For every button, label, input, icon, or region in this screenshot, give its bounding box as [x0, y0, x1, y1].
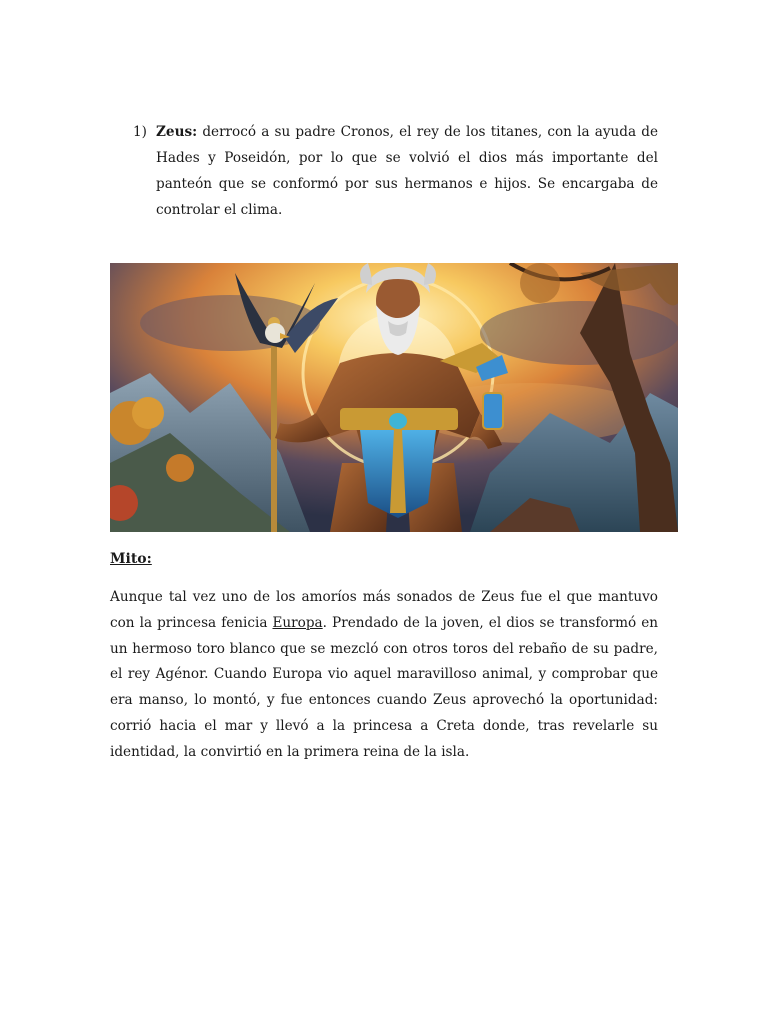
zeus-illustration [110, 263, 678, 532]
list-item-term: Zeus: [156, 124, 198, 140]
section-heading: Mito: [110, 551, 152, 567]
numbered-list-item [110, 119, 658, 223]
list-number: 1) [133, 124, 147, 140]
list-item-description: derrocó a su padre Cronos, el rey de los titanes, con la ayuda de Hades y Poseidón, por lo que se volvió el dios más importante del panteón que se conformó por sus hermanos e hijos. Se encargaba de controlar el clima. [156, 124, 658, 218]
body-paragraph [110, 585, 658, 766]
paragraph-text-after-link: . Prendado de la joven, el dios se transformó en un hermoso toro blanco que se mezcló con otros toros del rebaño de su padre, el rey Agénor. Cuando Europa vio aquel maravilloso animal, y comprobar que era manso, lo montó, y fue entonces cuando Zeus aprovechó la oportunidad: corrió hacia el mar y llevó a la princesa a Creta donde, tras revelarle su identidad, la convirtió en la primera reina de la isla. [110, 614, 658, 760]
europa-link[interactable]: Europa [272, 614, 323, 631]
paragraph-text-before-link: Aunque tal vez uno de los amoríos más sonados de Zeus fue el que mantuvo con la princesa fenicia [110, 589, 658, 631]
list-item-text [156, 119, 658, 223]
